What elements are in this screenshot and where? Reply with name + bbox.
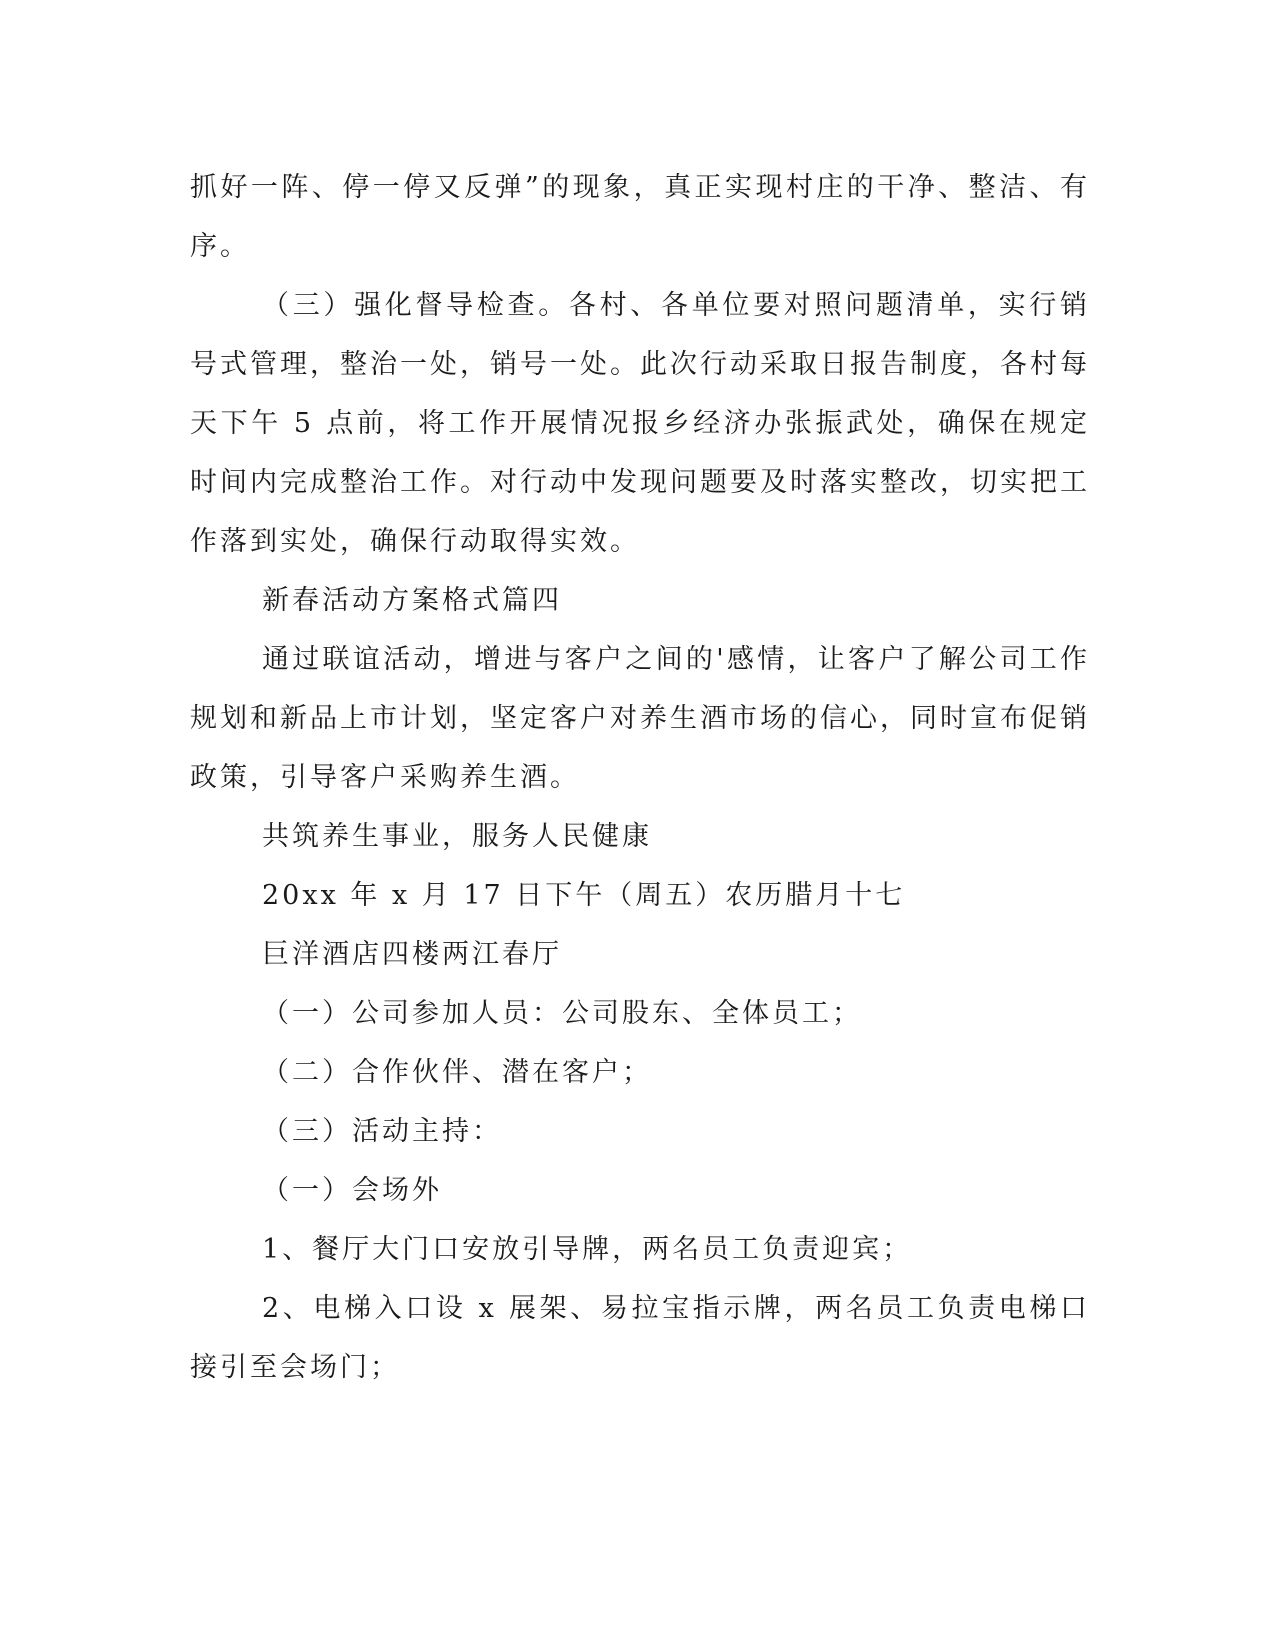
paragraph: （三）强化督导检查。各村、各单位要对照问题清单，实行销号式管理，整治一处，销号一处。此次行动采取日报告制度，各村每天下午 5 点前，将工作开展情况报乡经济办张振武处，确保在规定时间内完成整治工作。对行动中发现问题要及时落实整改，切实把工作落到实处，确保行动取得实效。 bbox=[190, 290, 1090, 557]
paragraph: 通过联谊活动，增进与客户之间的'感情，让客户了解公司工作规划和新品上市计划，坚定客户对养生酒市场的信心，同时宣布促销政策，引导客户采购养生酒。 bbox=[190, 644, 1090, 793]
list-item: （三）活动主持： bbox=[262, 1116, 502, 1147]
list-item: （一）会场外 bbox=[262, 1175, 442, 1206]
list-item: （二）合作伙伴、潜在客户； bbox=[262, 1057, 652, 1088]
section-heading: 新春活动方案格式篇四 bbox=[262, 585, 562, 616]
date-line: 20xx 年 x 月 17 日下午（周五）农历腊月十七 bbox=[262, 880, 906, 911]
document-body bbox=[190, 158, 1090, 1397]
paragraph: 抓好一阵、停一停又反弹”的现象，真正实现村庄的干净、整洁、有序。 bbox=[190, 172, 1090, 262]
venue-line: 巨洋酒店四楼两江春厅 bbox=[262, 939, 562, 970]
list-item: 1、餐厅大门口安放引导牌，两名员工负责迎宾； bbox=[262, 1234, 913, 1265]
list-item: （一）公司参加人员：公司股东、全体员工； bbox=[262, 998, 862, 1029]
slogan-line: 共筑养生事业，服务人民健康 bbox=[262, 821, 652, 852]
list-item: 2、电梯入口设 x 展架、易拉宝指示牌，两名员工负责电梯口接引至会场门； bbox=[190, 1293, 1090, 1383]
